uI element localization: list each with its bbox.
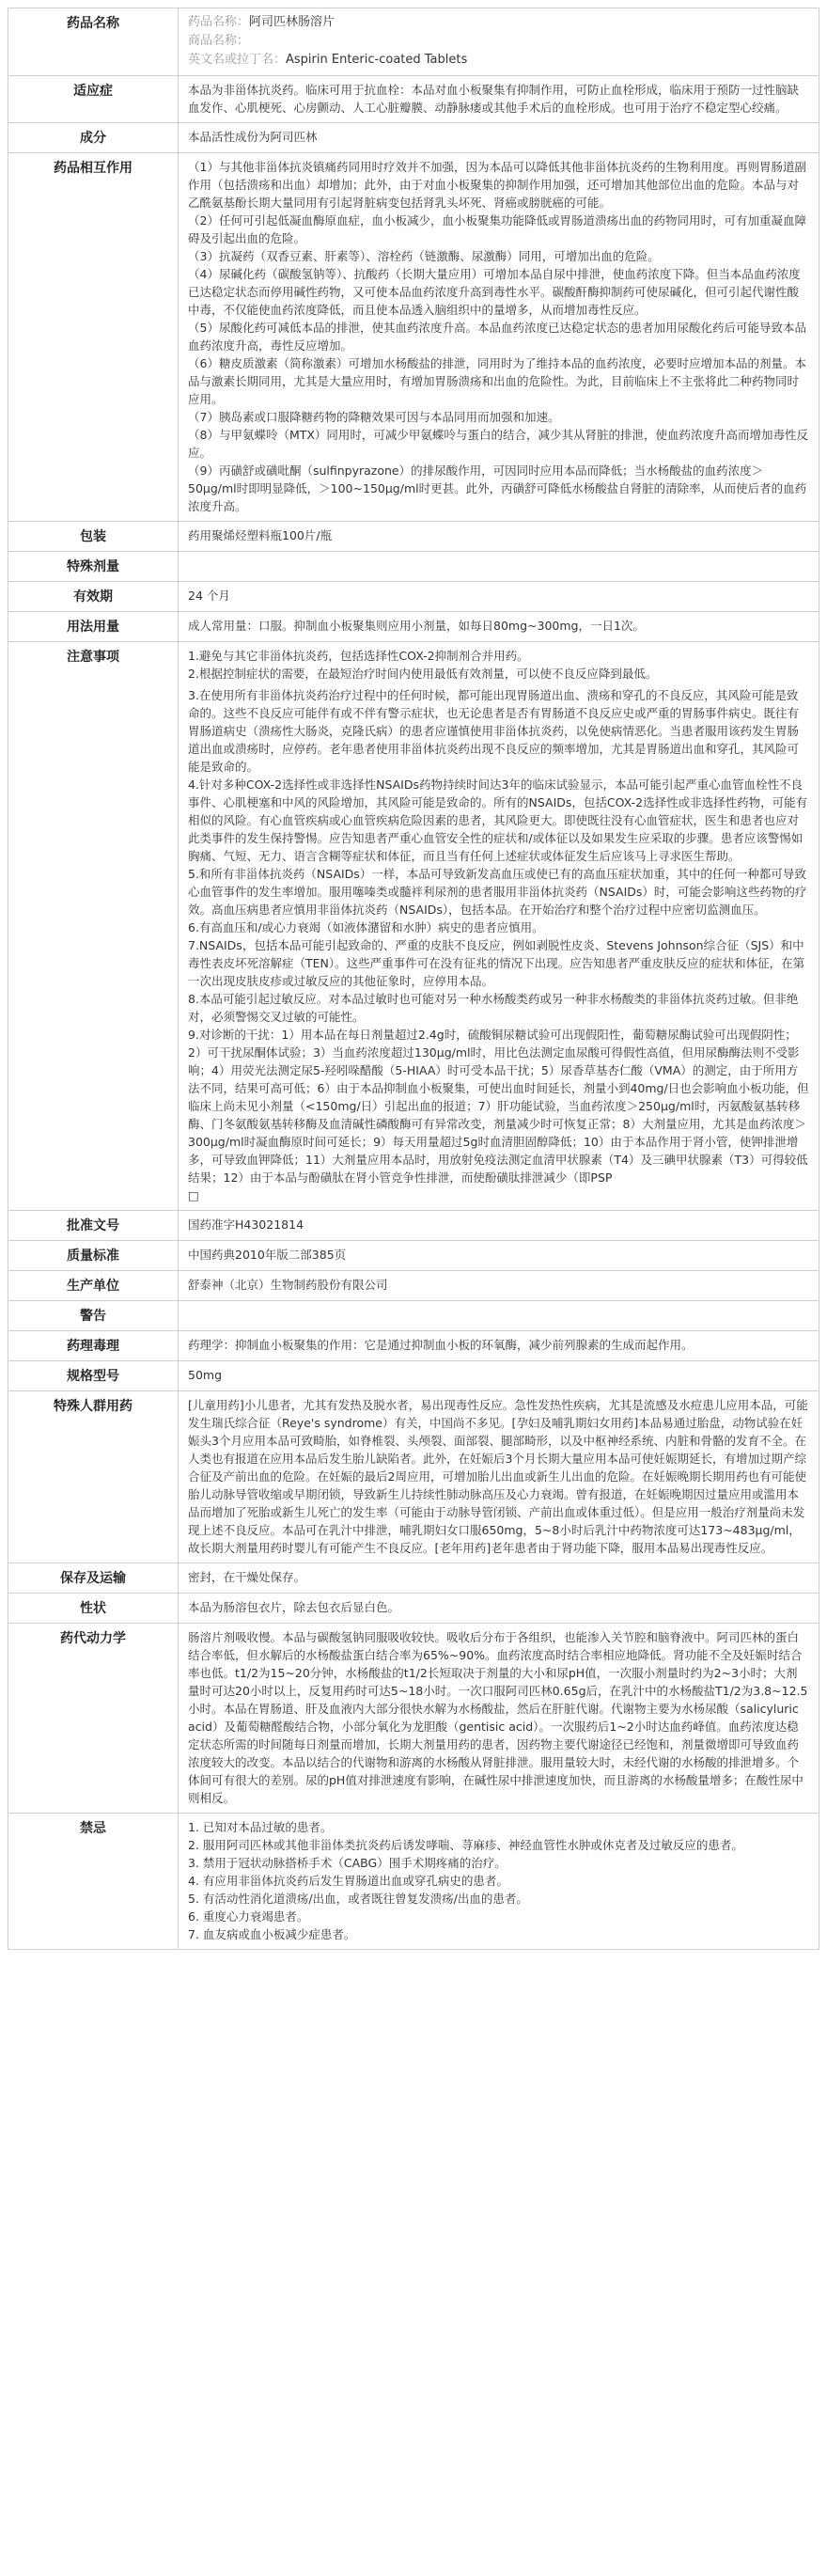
package-text: 药用聚烯烃塑料瓶100片/瓶 — [188, 528, 333, 542]
contraindication-item: 7. 血友病或血小板减少症患者。 — [188, 1927, 356, 1941]
contraindication-item: 1. 已知对本品过敏的患者。 — [188, 1820, 333, 1834]
row-label: 生产单位 — [8, 1271, 179, 1301]
row-label: 特殊人群用药 — [8, 1391, 179, 1563]
drug-names — [179, 8, 819, 76]
interaction-item: （1）与其他非甾体抗炎镇痛药同用时疗效并不加强，因为本品可以降低其他非甾体抗炎药的生物利用度。再则胃肠道副作用（包括溃疡和出血）却增加；此外，由于对血小板聚集的抑制作用加强，还可增加其他部位出血的危险。本品与对乙酰氨基酚长期大量同用有引起肾脏病变包括肾乳头坏死、肾癌或膀胱癌的可能。 — [188, 160, 806, 210]
interaction-item: （8）与甲氨蝶呤（MTX）同用时，可减少甲氨蝶呤与蛋白的结合，减少其从肾脏的排泄，使血药浓度升高而增加毒性反应。 — [188, 428, 808, 460]
drug-info-sheet — [8, 8, 819, 1950]
row-standard — [8, 1241, 819, 1271]
caution-item: 7.NSAIDs，包括本品可能引起致命的、严重的皮肤不良反应，例如剥脱性皮炎、Stevens Johnson综合征（SJS）和中毒性表皮坏死溶解症（TEN）。这些严重事件可在没有征兆的情况下出现。应告知患者严重皮肤反应的症状和体征，在第一次出现皮肤皮疹或过敏反应的其他征象时，应停用本品。 — [188, 938, 805, 988]
row-maker — [8, 1271, 819, 1301]
row-spec — [8, 1361, 819, 1391]
row-pharmacokinetics — [8, 1624, 819, 1814]
caution-list — [179, 642, 819, 1211]
interaction-list — [179, 153, 819, 522]
row-label: 性状 — [8, 1594, 179, 1624]
row-label: 批准文号 — [8, 1211, 179, 1241]
contraindication-item: 5. 有活动性消化道溃疡/出血，或者既往曾复发溃疡/出血的患者。 — [188, 1892, 528, 1906]
row-property — [8, 1594, 819, 1624]
row-interaction — [8, 153, 819, 522]
row-pharmacology — [8, 1331, 819, 1361]
interaction-item: （2）任何可引起低凝血酶原血症，血小板减少，血小板聚集功能降低或胃肠道溃疡出血的药物同用时，可有加重凝血障碍及引起出血的危险。 — [188, 213, 806, 245]
row-name — [8, 8, 819, 76]
row-label: 注意事项 — [8, 642, 179, 1211]
common-name-key: 药品名称： — [188, 15, 250, 29]
row-package — [8, 522, 819, 552]
maker-text: 舒泰神（北京）生物制药股份有限公司 — [188, 1278, 388, 1292]
contraindication-list — [179, 1814, 819, 1950]
standard-text: 中国药典2010年版二部385页 — [188, 1248, 347, 1262]
row-label: 成分 — [8, 123, 179, 153]
row-warning — [8, 1301, 819, 1331]
row-label: 适应症 — [8, 76, 179, 123]
ingredient-text: 本品活性成份为阿司匹林 — [188, 130, 318, 144]
caution-item: 8.本品可能引起过敏反应。对本品过敏时也可能对另一种水杨酸类药或另一种非水杨酸类的非甾体抗炎药过敏。但非绝对，必须警惕交叉过敏的可能性。 — [188, 992, 799, 1024]
interaction-item: （4）尿碱化药（碳酸氢钠等）、抗酸药（长期大量应用）可增加本品自尿中排泄，使血药浓度下降。但当本品血药浓度已达稳定状态而停用碱性药物，又可使本品血药浓度升高到毒性水平。碳酸酐酶抑制药可使尿碱化，但可引起代谢性酸中毒，不仅能使血药浓度降低，而且使本品透入脑组织中的量增多，从而增加毒性反应。 — [188, 267, 801, 317]
row-label: 药品相互作用 — [8, 153, 179, 522]
drug-info-table — [8, 8, 819, 1950]
row-label: 警告 — [8, 1301, 179, 1331]
approval-text: 国药准字H43021814 — [188, 1217, 304, 1232]
english-name-value: Aspirin Enteric-coated Tablets — [286, 53, 468, 67]
contraindication-item: 3. 禁用于冠状动脉搭桥手术（CABG）围手术期疼痛的治疗。 — [188, 1856, 507, 1870]
row-label: 规格型号 — [8, 1361, 179, 1391]
contraindication-item: 6. 重度心力衰竭患者。 — [188, 1909, 309, 1924]
row-indication — [8, 76, 819, 123]
spec-text: 50mg — [188, 1368, 223, 1382]
row-label: 保存及运输 — [8, 1563, 179, 1594]
interaction-item: （7）胰岛素或口服降糖药物的降糖效果可因与本品同用而加强和加速。 — [188, 410, 560, 424]
interaction-item: （3）抗凝药（双香豆素、肝素等）、溶栓药（链激酶、尿激酶）同用，可增加出血的危险。 — [188, 249, 660, 263]
caution-item: □ — [188, 1188, 199, 1202]
row-contraindication — [8, 1814, 819, 1950]
row-label: 药理毒理 — [8, 1331, 179, 1361]
storage-text: 密封，在干燥处保存。 — [188, 1570, 306, 1584]
row-label: 药代动力学 — [8, 1624, 179, 1814]
caution-item: 3.在使用所有非甾体抗炎药治疗过程中的任何时候，都可能出现胃肠道出血、溃疡和穿孔的不良反应，其风险可能是致命的。这些不良反应可能伴有或不伴有警示症状，也无论患者是否有胃肠道不良反应史或严重的胃肠事件病史。既往有胃肠道病史（溃疡性大肠炎，克隆氏病）的患者应谨慎使用非甾体抗炎药，以免使病情恶化。当患者服用该药发生胃肠道出血或溃疡时，应停药。老年患者使用非甾体抗炎药出现不良反应的频率增加，尤其是胃肠道出血和穿孔，其风险可能是致命的。 — [188, 688, 800, 774]
interaction-item: （5）尿酸化药可减低本品的排泄，使其血药浓度升高。本品血药浓度已达稳定状态的患者加用尿酸化药后可能导致本品血药浓度升高，毒性反应增加。 — [188, 321, 806, 353]
indication-text: 本品为非甾体抗炎药。临床可用于抗血栓：本品对血小板聚集有抑制作用，可防止血栓形成，临床用于预防一过性脑缺血发作、心肌梗死、心房颤动、人工心脏瓣膜、动静脉瘘或其他手术后的血栓形成。也可用于治疗不稳定型心绞痛。 — [188, 83, 800, 115]
contraindication-item: 2. 服用阿司匹林或其他非甾体类抗炎药后诱发哮喘、荨麻疹、神经血管性水肿或休克者及过敏反应的患者。 — [188, 1838, 743, 1852]
row-label: 药品名称 — [8, 8, 179, 76]
caution-item: 6.有高血压和/或心力衰竭（如液体潴留和水肿）病史的患者应慎用。 — [188, 920, 544, 935]
caution-item: 2.根据控制症状的需要，在最短治疗时间内使用最低有效剂量，可以使不良反应降到最低。 — [188, 667, 658, 681]
validity-text: 24 个月 — [188, 589, 230, 603]
row-label: 特殊剂量 — [8, 552, 179, 582]
row-label: 禁忌 — [8, 1814, 179, 1950]
row-special-people — [8, 1391, 819, 1563]
row-usage — [8, 612, 819, 642]
contraindication-item: 4. 有应用非甾体抗炎药后发生胃肠道出血或穿孔病史的患者。 — [188, 1874, 508, 1888]
property-text: 本品为肠溶包衣片，除去包衣后显白色。 — [188, 1600, 400, 1614]
pharmacokinetics-text: 肠溶片剂吸收慢。本品与碳酸氢钠同服吸收较快。吸收后分布于各组织，也能渗入关节腔和脑脊液中。阿司匹林的蛋白结合率低，但水解后的水杨酸盐蛋白结合率为65%~90%。血药浓度高时结合率相应地降低。肾功能不全及妊娠时结合率也低。t1/2为15~20分钟，水杨酸盐的t1/2长短取决于剂量的大小和尿pH值，一次服小剂量时约为2~3小时；大剂量时可达20小时以上，反复用药时可达5~18小时。一次口服阿司匹林0.65g后，在乳汁中的水杨酸盐T1/2为3.8~12.5小时。本品在胃肠道、肝及血液内大部分很快水解为水杨酸盐，然后在肝脏代谢。代谢物主要为水杨尿酸（salicyluric acid）及葡萄糖醛酸结合物，小部分氧化为龙胆酸（gentisic acid）。一次服药后1~2小时达血药峰值。血药浓度达稳定状态所需的时间随每日剂量而增加，长期大剂量用药的患者，因药物主要代谢途径已经饱和，剂量微增即可导致血药浓度较大的改变。本品以结合的代谢物和游离的水杨酸从肾脏排泄。服用量较大时，未经代谢的水杨酸的排泄增多。个体间可有很大的差别。尿的pH值对排泄速度有影响，在碱性尿中排泄速度加快，而且游离的水杨酸量增多；在酸性尿中则相反。 — [188, 1630, 808, 1805]
row-storage — [8, 1563, 819, 1594]
trade-name-key: 商品名称： — [188, 34, 250, 48]
row-label: 包装 — [8, 522, 179, 552]
special-people-text: [儿童用药]小儿患者，尤其有发热及脱水者，易出现毒性反应。急性发热性疾病，尤其是流感及水痘患儿应用本品，可能发生瑞氏综合征（Reye's syndrome）有关，中国尚不多见。[孕妇及哺乳期妇女用药]本品易通过胎盘，动物试验在妊娠头3个月应用本品可致畸胎，如脊椎裂、头颅裂、面部裂、腿部畸形，以及中枢神经系统、内脏和骨骼的发育不全。在人类也有报道在应用本品后发生胎儿缺陷者。此外，在妊娠后3个月长期大量应用本品可使妊娠期延长，有增加过期产综合征及产前出血的危险。在妊娠的最后2周应用，可增加胎儿出血或新生儿出血的危险。在妊娠晚期长期用药也有可能使胎儿动脉导管收缩或早期闭锁，导致新生儿持续性肺动脉高压及心力衰竭。曾有报道，在妊娠晚期因过量应用或滥用本品而增加了死胎或新生儿死亡的发生率（可能由于动脉导管闭锁、产前出血或体重过低）。但是应用一般治疗剂量尚未发现上述不良反应。本品可在乳汁中排泄，哺乳期妇女口服650mg，5~8小时后乳汁中药物浓度可达173~483μg/ml，故长期大剂量用药时婴儿有可能产生不良反应。[老年用药]老年患者由于肾功能下降，服用本品易出现毒性反应。 — [188, 1398, 808, 1555]
caution-item: 1.避免与其它非甾体抗炎药，包括选择性COX-2抑制剂合并用药。 — [188, 649, 529, 663]
row-label: 质量标准 — [8, 1241, 179, 1271]
common-name-value: 阿司匹林肠溶片 — [249, 15, 335, 29]
row-label: 用法用量 — [8, 612, 179, 642]
caution-item: 5.和所有非甾体抗炎药（NSAIDs）一样，本品可导致新发高血压或使已有的高血压症状加重，其中的任何一种都可导致心血管事件的发生率增加。服用噻嗪类或髓袢利尿剂的患者服用非甾体抗炎药（NSAIDs）时，可能会影响这些药物的疗效。高血压病患者应慎用非甾体抗炎药（NSAIDs），包括本品。在开始治疗和整个治疗过程中应密切监测血压。 — [188, 867, 807, 917]
row-caution — [8, 642, 819, 1211]
row-label: 有效期 — [8, 582, 179, 612]
interaction-item: （9）丙磺舒或磺吡酮（sulfinpyrazone）的排尿酸作用，可因同时应用本品而降低；当水杨酸盐的血药浓度＞50μg/ml时即明显降低，＞100~150μg/ml时更甚。此外，丙磺舒可降低水杨酸盐自肾脏的清除率，从而使后者的血药浓度升高。 — [188, 463, 807, 513]
pharmacology-text: 药理学：抑制血小板聚集的作用：它是通过抑制血小板的环氧酶，减少前列腺素的生成而起作用。 — [188, 1338, 694, 1352]
caution-item: 4.针对多种COX-2选择性或非选择性NSAIDs药物持续时间达3年的临床试验显示，本品可能引起严重心血管血栓性不良事件、心肌梗塞和中风的风险增加，其风险可能是致命的。所有的NSAIDs，包括COX-2选择性或非选择性药物，可能有相似的风险。有心血管疾病或心血管疾病危险因素的患者，其风险更大。即使既往没有心血管症状，医生和患者也应对此类事件的发生保持警惕。应告知患者严重心血管安全性的症状和/或体征以及如果发生应采取的步骤。患者应该警惕如胸痛、气短、无力、语言含糊等症状和体征，而且当有任何上述症状或体征发生后应该马上寻求医生帮助。 — [188, 778, 808, 863]
row-approval — [8, 1211, 819, 1241]
row-special-dose — [8, 552, 819, 582]
caution-item: 9.对诊断的干扰：1）用本品在每日剂量超过2.4g时，硫酸铜尿糖试验可出现假阳性，葡萄糖尿酶试验可出现假阴性；2）可干扰尿酮体试验；3）当血药浓度超过130μg/ml时，用比色法测定血尿酸可得假性高值，但用尿酶酶法则不受影响；4）用荧光法测定尿5-羟吲哚醋酸（5-HIAA）时可受本品干扰；5）尿香草基杏仁酸（VMA）的测定，由于所用方法不同，结果可高可低；6）由于本品抑制血小板聚集，可使出血时间延长，剂量小到40mg/日也会影响血小板功能，但临床上尚未见小剂量（<150mg/日）引起出血的报道；7）肝功能试验，当血药浓度＞250μg/ml时，丙氨酸氨基转移酶、门冬氨酸氨基转移酶及血清碱性磷酸酶可有异常改变，剂量减少时可恢复正常；8）大剂量应用，尤其是血药浓度＞300μg/ml时凝血酶原时间可延长；9）每天用量超过5g时血清胆固醇降低；10）由于本品作用于肾小管，使钾排泄增多，可导致血钾降低；11）大剂量应用本品时，用放射免疫法测定血清甲状腺素（T4）及三碘甲状腺素（T3）可得较低结果；12）由于本品与酚磺肽在肾小管竞争性排泄，而使酚磺肽排泄减少（即PSP — [188, 1028, 809, 1185]
english-name-key: 英文名或拉丁名： — [188, 53, 287, 67]
row-validity — [8, 582, 819, 612]
interaction-item: （6）糖皮质激素（简称激素）可增加水杨酸盐的排泄，同用时为了维持本品的血药浓度，必要时应增加本品的剂量。本品与激素长期同用，尤其是大量应用时，有增加胃肠溃疡和出血的危险性。为此，目前临床上不主张将此二种药物同时应用。 — [188, 356, 806, 406]
usage-text: 成人常用量：口服。抑制血小板聚集则应用小剂量，如每日80mg~300mg，一日1次。 — [188, 619, 645, 633]
row-ingredient — [8, 123, 819, 153]
